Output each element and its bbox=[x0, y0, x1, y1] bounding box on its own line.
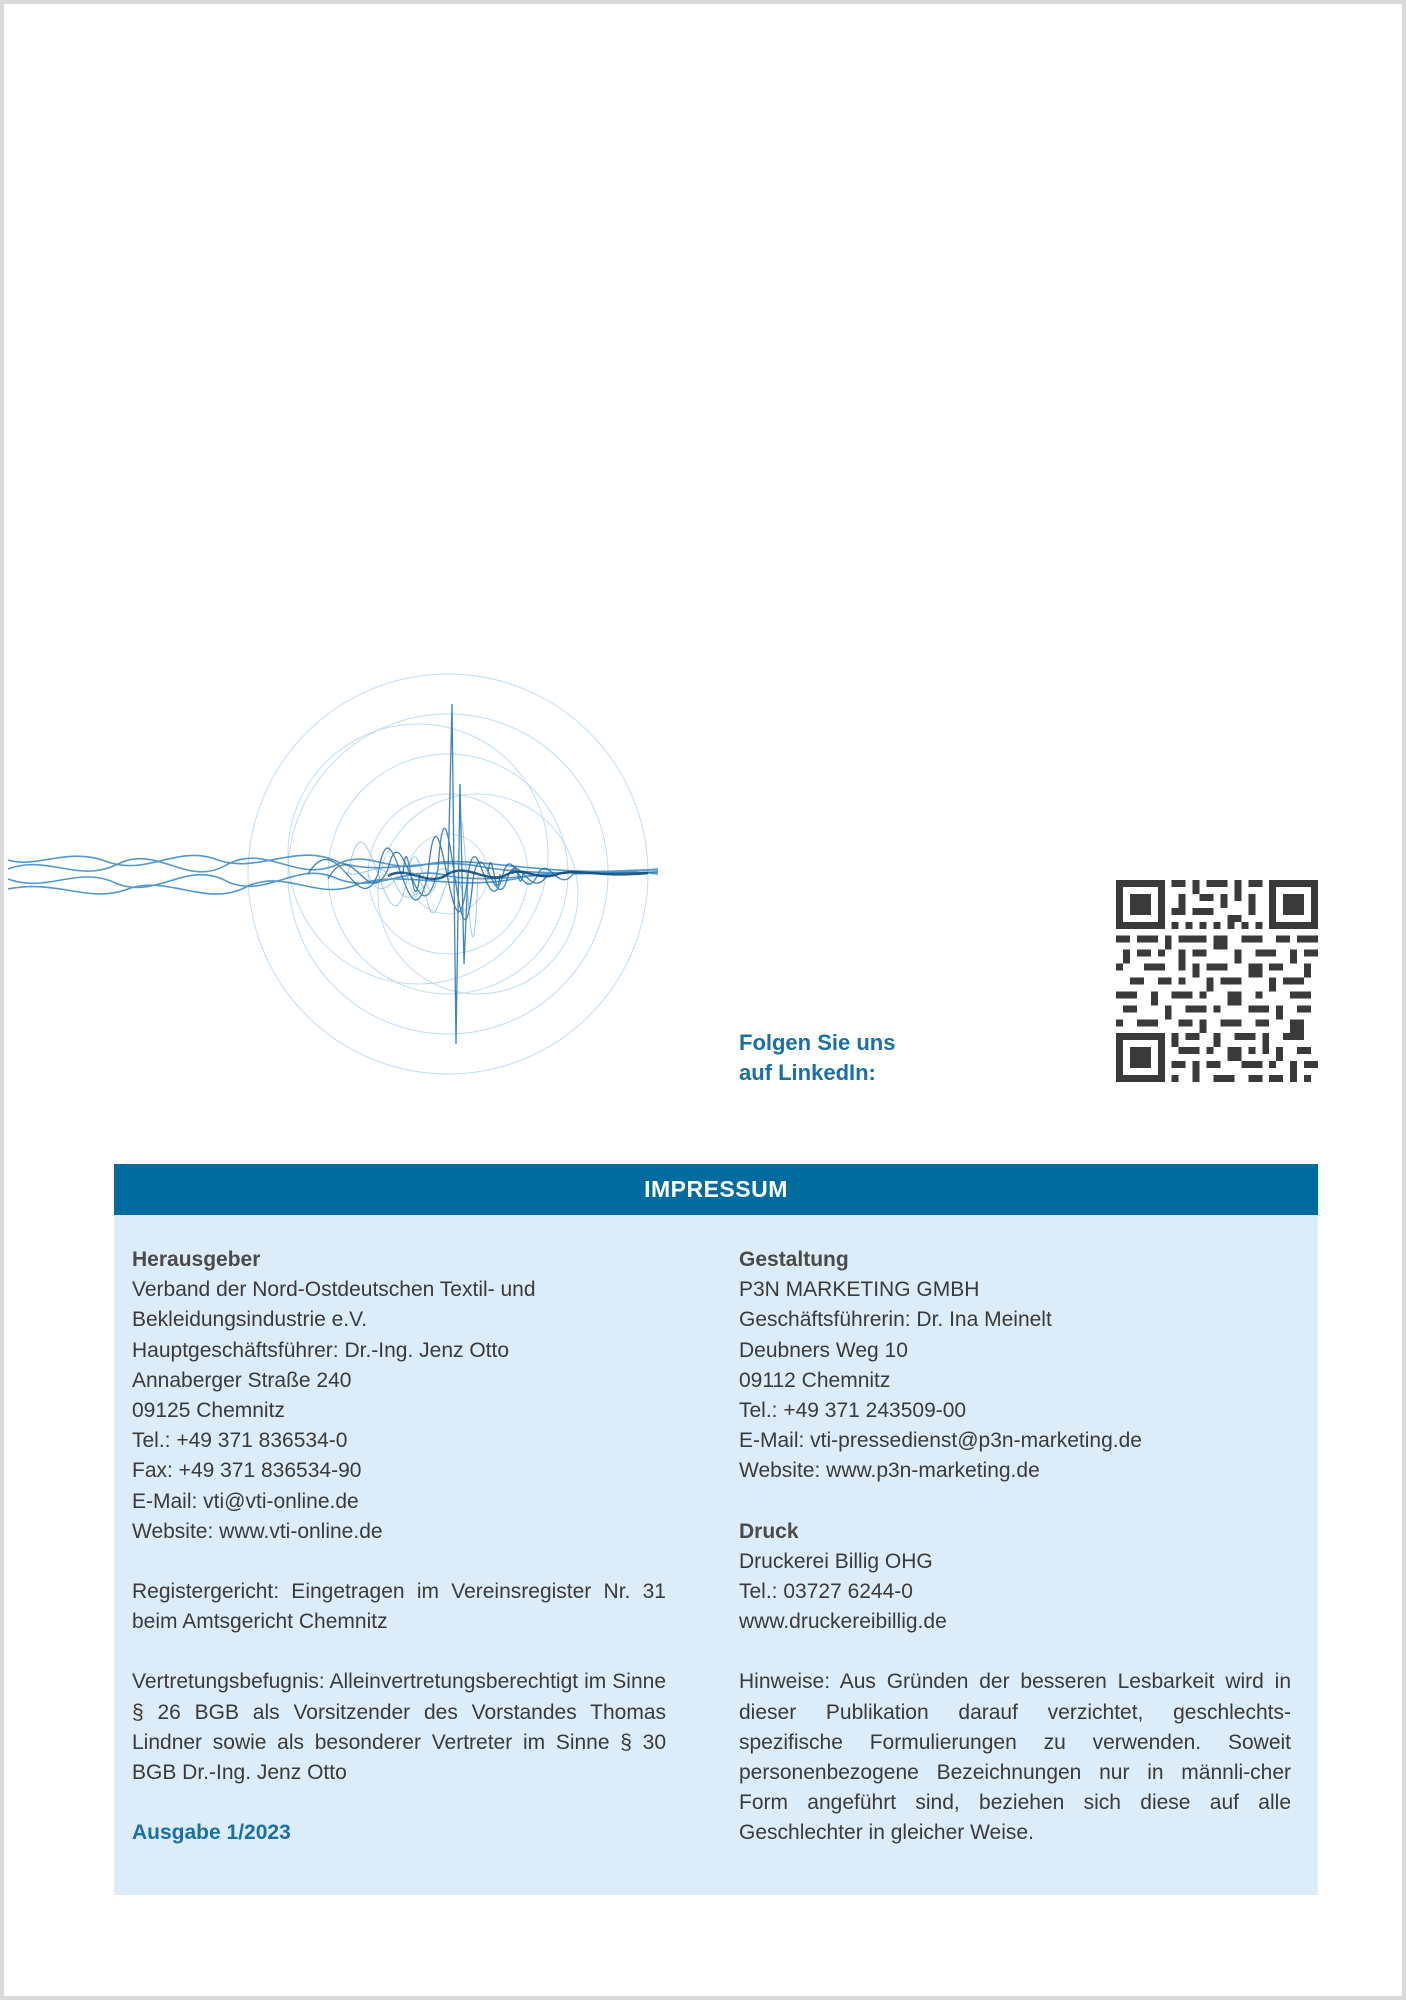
hinweise-text: Hinweise: Aus Gründen der besseren Lesbarkeit wird in dieser Publikation darauf verzichtet, geschlechts-spezifische Formulierungen zu verwenden. Soweit personenbezogene Bezeichnungen nur in männli-cher Form angeführt sind, beziehen sich diese auf alle Geschlechter in gleicher Weise. bbox=[739, 1670, 1291, 1845]
herausgeber-line: Verband der Nord-Ostdeutschen Textil- und bbox=[132, 1278, 536, 1302]
impressum-title: IMPRESSUM bbox=[114, 1164, 1318, 1215]
druck-line: Druckerei Billig OHG bbox=[739, 1549, 933, 1573]
linkedin-callout bbox=[739, 1028, 895, 1088]
vertretungsbefugnis-text: Vertretungsbefugnis: Alleinvertretungsberechtigt im Sinne § 26 BGB als Vorsitzender des Vorstandes Thomas Lindner sowie als besonderer Vertreter im Sinne § 30 BGB Dr.-Ing. Jenz Otto bbox=[132, 1670, 666, 1785]
druck-website: www.druckereibillig.de bbox=[739, 1610, 947, 1634]
sound-wave-graphic bbox=[8, 664, 668, 1104]
gestaltung-line: Geschäftsführerin: Dr. Ina Meinelt bbox=[739, 1308, 1052, 1332]
linkedin-line-1: Folgen Sie uns bbox=[739, 1030, 896, 1055]
gestaltung-line: P3N MARKETING GMBH bbox=[739, 1278, 980, 1302]
herausgeber-heading: Herausgeber bbox=[132, 1248, 261, 1271]
linkedin-line-2: auf LinkedIn: bbox=[739, 1060, 876, 1085]
gestaltung-email: E-Mail: vti-pressedienst@p3n-marketing.de bbox=[739, 1429, 1142, 1453]
herausgeber-line: 09125 Chemnitz bbox=[132, 1399, 285, 1423]
gestaltung-heading: Gestaltung bbox=[739, 1248, 849, 1271]
herausgeber-website: Website: www.vti-online.de bbox=[132, 1519, 383, 1543]
druck-phone: Tel.: 03727 6244-0 bbox=[739, 1580, 913, 1604]
herausgeber-line: Hauptgeschäftsführer: Dr.-Ing. Jenz Otto bbox=[132, 1338, 510, 1362]
herausgeber-email: E-Mail: vti@vti-online.de bbox=[132, 1489, 359, 1513]
herausgeber-line: Annaberger Straße 240 bbox=[132, 1368, 352, 1392]
gestaltung-line: Deubners Weg 10 bbox=[739, 1338, 908, 1362]
edition-label: Ausgabe 1/2023 bbox=[132, 1821, 291, 1845]
herausgeber-fax: Fax: +49 371 836534-90 bbox=[132, 1459, 362, 1483]
impressum-right-column bbox=[739, 1245, 1291, 1849]
linkedin-qr-code[interactable] bbox=[1116, 880, 1318, 1082]
herausgeber-line: Bekleidungsindustrie e.V. bbox=[132, 1308, 368, 1332]
impressum-panel bbox=[114, 1215, 1318, 1895]
herausgeber-phone: Tel.: +49 371 836534-0 bbox=[132, 1429, 348, 1453]
gestaltung-line: 09112 Chemnitz bbox=[739, 1368, 891, 1392]
gestaltung-website: Website: www.p3n-marketing.de bbox=[739, 1459, 1040, 1483]
impressum-left-column bbox=[132, 1245, 666, 1848]
gestaltung-phone: Tel.: +49 371 243509-00 bbox=[739, 1399, 967, 1423]
druck-heading: Druck bbox=[739, 1519, 799, 1543]
registergericht-text: Registergericht: Eingetragen im Vereinsregister Nr. 31 beim Amtsgericht Chemnitz bbox=[132, 1580, 666, 1634]
